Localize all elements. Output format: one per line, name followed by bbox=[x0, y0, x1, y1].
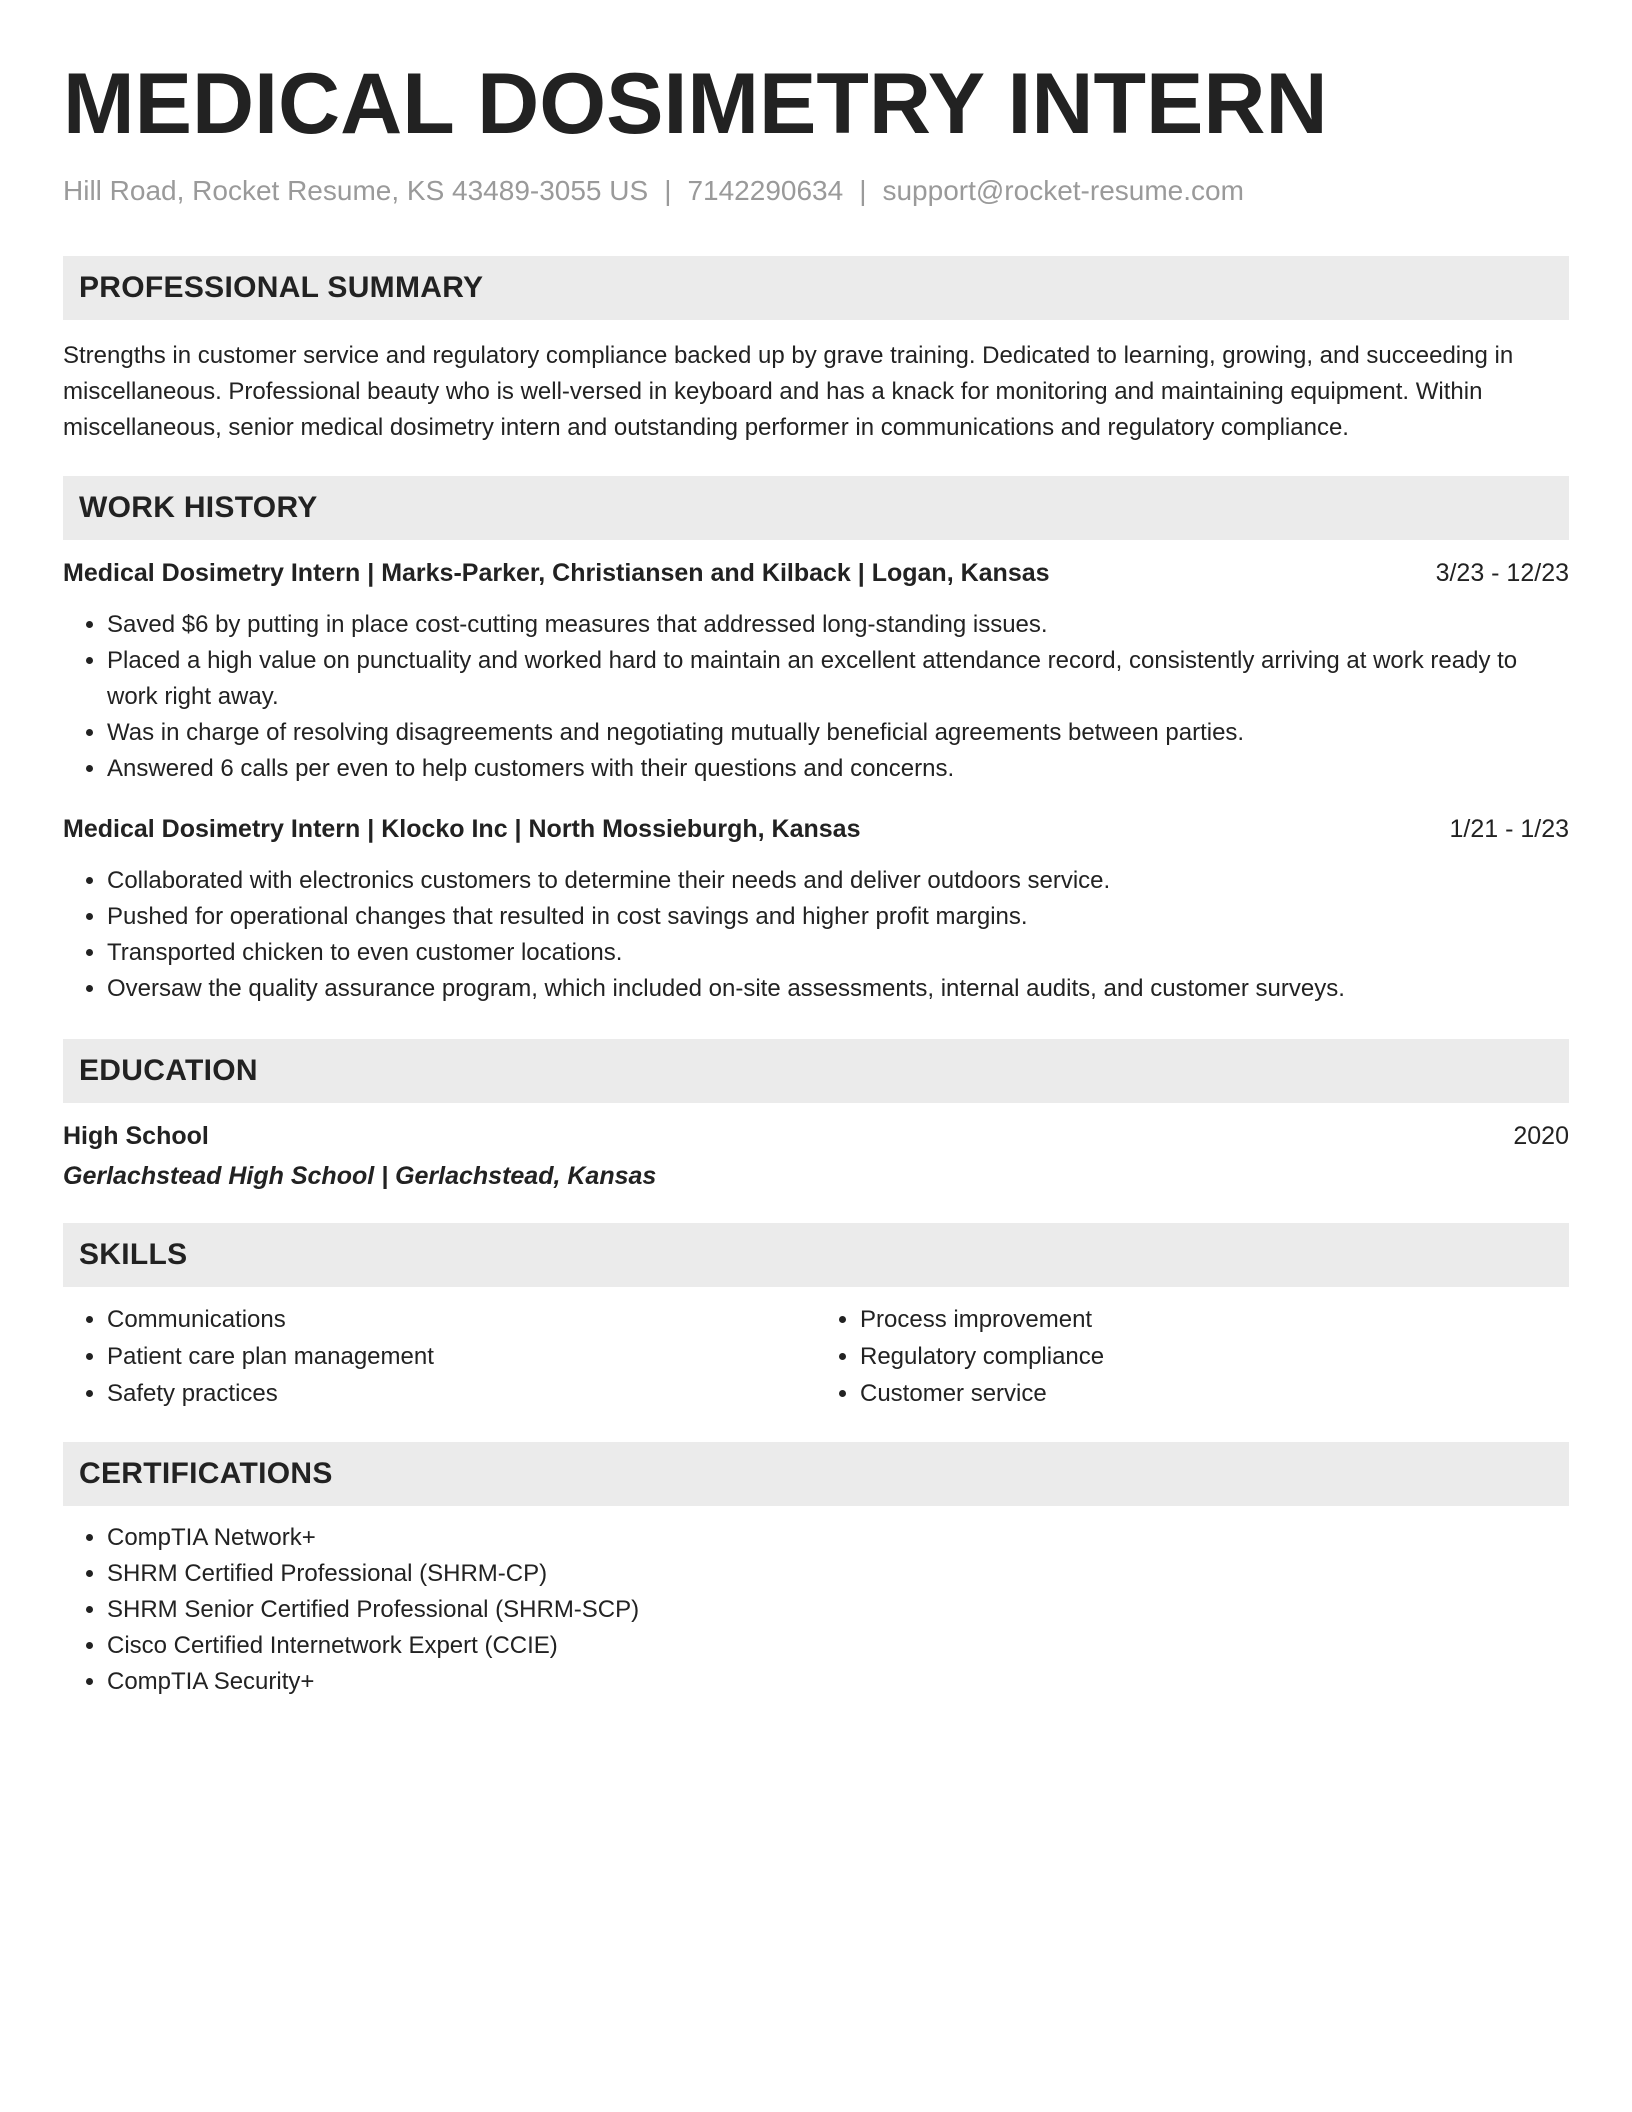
certification-item: • CompTIA Network+ bbox=[107, 1520, 1569, 1556]
school-text: Gerlachstead High School | Gerlachstead, Kansas bbox=[63, 1162, 657, 1190]
list-item: • Transported chicken to even customer locations. bbox=[107, 935, 1569, 971]
candidate-name: MEDICAL DOSIMETRY INTERN bbox=[63, 56, 1328, 152]
certifications-list bbox=[63, 1520, 1569, 1700]
skills-column-right bbox=[816, 1301, 1569, 1412]
contact-line bbox=[63, 174, 1569, 208]
certifications-heading: CERTIFICATIONS bbox=[63, 1442, 1569, 1506]
skill-item: • Communications bbox=[107, 1301, 816, 1338]
certification-item: • SHRM Senior Certified Professional (SHRM-SCP) bbox=[107, 1592, 1569, 1628]
list-item: • Placed a high value on punctuality and worked hard to maintain an excellent attendance record, consistently arriving at work ready to work right away. bbox=[107, 643, 1569, 715]
certification-item: • CompTIA Security+ bbox=[107, 1664, 1569, 1700]
list-item: • Was in charge of resolving disagreements and negotiating mutually beneficial agreements between parties. bbox=[107, 715, 1569, 751]
job-dates: 1/21 - 1/23 bbox=[1449, 815, 1569, 843]
work-history-heading: WORK HISTORY bbox=[63, 476, 1569, 540]
list-item: • Collaborated with electronics customers to determine their needs and deliver outdoors service. bbox=[107, 863, 1569, 899]
address-text: Hill Road, Rocket Resume, KS 43489-3055 US bbox=[63, 175, 649, 206]
skill-item: • Regulatory compliance bbox=[860, 1338, 1569, 1375]
degree-text: High School bbox=[63, 1122, 209, 1150]
job-entry bbox=[63, 813, 1569, 1007]
education-entry bbox=[63, 1119, 1569, 1193]
job-header bbox=[63, 813, 1569, 845]
skill-item: • Patient care plan management bbox=[107, 1338, 816, 1375]
list-item: • Saved $6 by putting in place cost-cutting measures that addressed long-standing issues. bbox=[107, 607, 1569, 643]
summary-heading: PROFESSIONAL SUMMARY bbox=[63, 256, 1569, 320]
education-header bbox=[63, 1119, 1569, 1153]
phone-text: 7142290634 bbox=[687, 175, 844, 206]
certification-item: • Cisco Certified Internetwork Expert (CCIE) bbox=[107, 1628, 1569, 1664]
skills-heading: SKILLS bbox=[63, 1223, 1569, 1287]
job-bullets bbox=[63, 607, 1569, 787]
education-heading: EDUCATION bbox=[63, 1039, 1569, 1103]
skill-item: • Safety practices bbox=[107, 1375, 816, 1412]
certification-item: • SHRM Certified Professional (SHRM-CP) bbox=[107, 1556, 1569, 1592]
summary-text: Strengths in customer service and regulatory compliance backed up by grave training. Dedicated to learning, growing, and succeeding in miscellaneous. Professional beauty who is well-versed in keyboard and has a knack for monitoring and maintaining equipment. Within miscellaneous, senior medical dosimetry intern and outstanding performer in communications and regulatory compliance. bbox=[63, 342, 1514, 441]
skill-item: • Customer service bbox=[860, 1375, 1569, 1412]
email-link[interactable]: support@rocket-resume.com bbox=[882, 175, 1244, 206]
list-item: • Answered 6 calls per even to help customers with their questions and concerns. bbox=[107, 751, 1569, 787]
job-title: Medical Dosimetry Intern | Klocko Inc | North Mossieburgh, Kansas bbox=[63, 815, 861, 843]
skills-list bbox=[63, 1301, 1569, 1412]
job-bullets bbox=[63, 863, 1569, 1007]
skill-item: • Process improvement bbox=[860, 1301, 1569, 1338]
separator: | bbox=[664, 175, 672, 206]
job-header bbox=[63, 557, 1569, 589]
graduation-year: 2020 bbox=[1513, 1122, 1569, 1150]
list-item: • Pushed for operational changes that resulted in cost savings and higher profit margins. bbox=[107, 899, 1569, 935]
job-title: Medical Dosimetry Intern | Marks-Parker, Christiansen and Kilback | Logan, Kansas bbox=[63, 559, 1050, 587]
separator: | bbox=[859, 175, 867, 206]
list-item: • Oversaw the quality assurance program, which included on-site assessments, internal audits, and customer surveys. bbox=[107, 971, 1569, 1007]
job-entry bbox=[63, 557, 1569, 787]
skills-column-left bbox=[63, 1301, 816, 1412]
job-dates: 3/23 - 12/23 bbox=[1435, 559, 1569, 587]
